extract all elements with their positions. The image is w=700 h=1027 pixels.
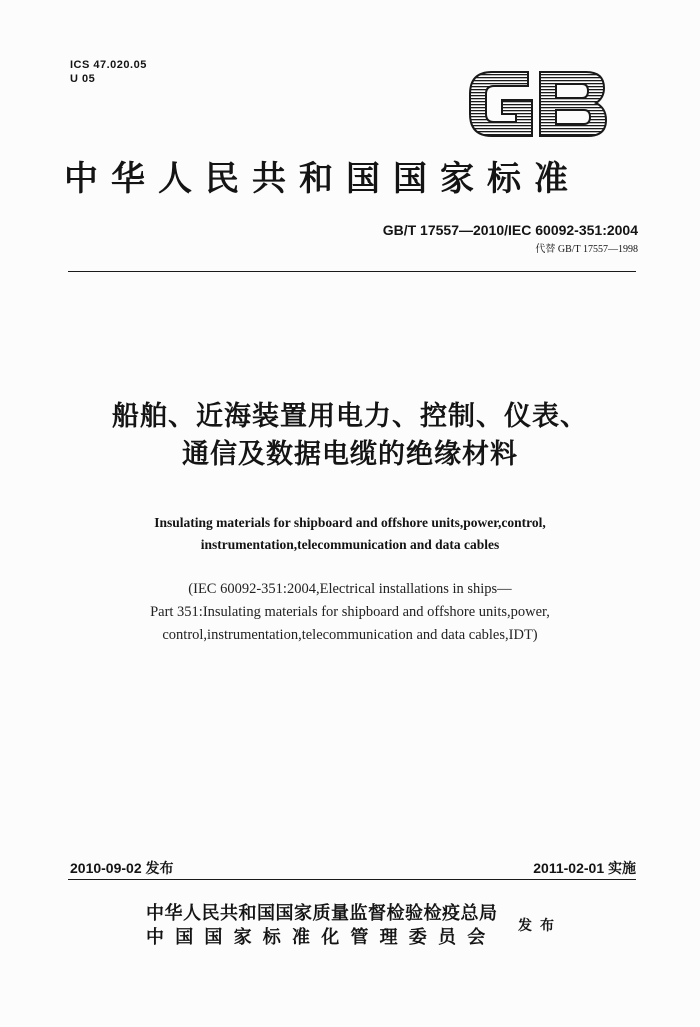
chinese-title [40,398,660,474]
iec-reference-line-2: Part 351:Insulating materials for shipboard and offshore units,power, [150,604,550,620]
classification-codes [70,58,147,86]
english-title [40,512,660,556]
issuer-sac: 中国国家标准化管理委员会 [146,927,497,948]
english-title-line-2: instrumentation,telecommunication and data cables [200,537,500,552]
chinese-title-line-1: 船舶、近海装置用电力、控制、仪表、 [112,401,588,432]
replaces-standard: 代替 GB/T 17557—1998 [535,244,638,255]
issuing-authorities [146,902,498,950]
issue-date: 2010-09-02 发布 [70,860,174,876]
iec-reference-line-1: (IEC 60092-351:2004,Electrical installations in ships— [188,581,512,597]
ccs-code: U 05 [70,73,96,85]
standard-body-title: 中华人民共和国国家标准 [64,159,581,199]
header-divider [68,271,636,272]
iec-reference-line-3: control,instrumentation,telecommunication and data cables,IDT) [162,627,538,643]
ics-code: ICS 47.020.05 [70,59,147,71]
issuer-aqsiq: 中华人民共和国国家质量监督检验检疫总局 [146,903,498,924]
gb-logo [462,62,612,146]
iec-reference [40,578,660,647]
footer-divider [68,879,636,880]
chinese-title-line-2: 通信及数据电缆的绝缘材料 [182,439,518,470]
standard-number: GB/T 17557—2010/IEC 60092-351:2004 [382,222,638,238]
issue-action: 发布 [518,918,562,934]
implementation-date: 2011-02-01 实施 [533,860,636,876]
english-title-line-1: Insulating materials for shipboard and offshore units,power,control, [154,515,546,530]
